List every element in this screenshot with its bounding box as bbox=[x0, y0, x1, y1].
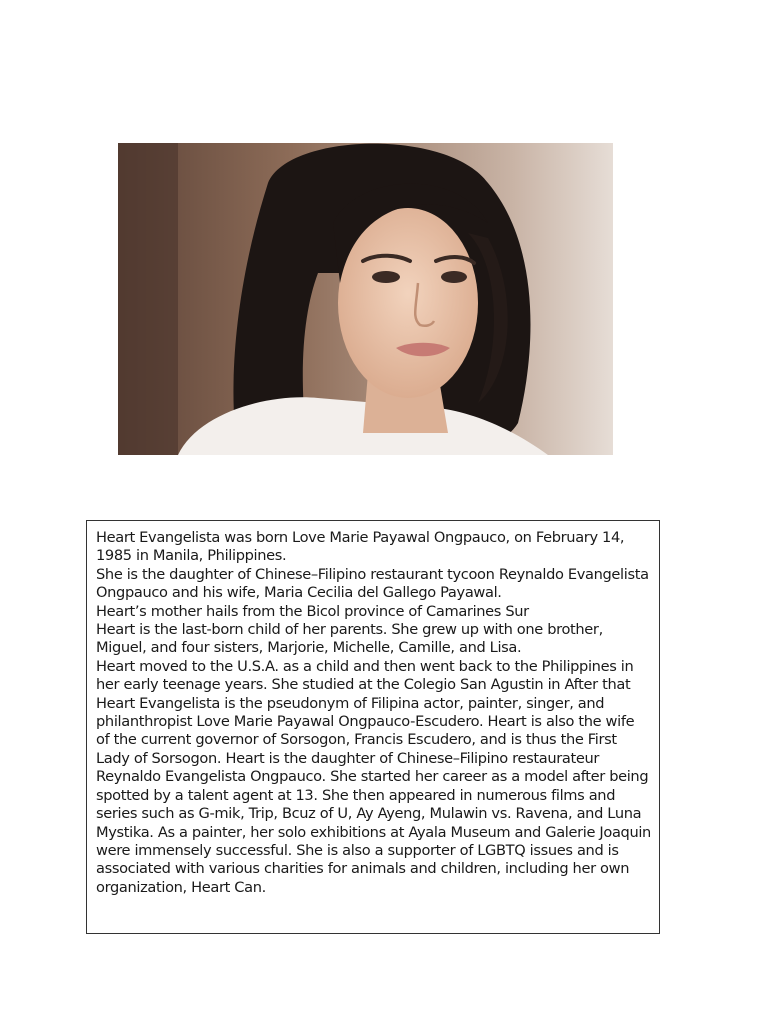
biography-paragraph: Heart’s mother hails from the Bicol province of Camarines Sur bbox=[96, 602, 529, 620]
biography-paragraph: Heart Evangelista is the pseudonym of Filipina actor, painter, singer, and philanthropist Love Marie Payawal Ongpauco-Escudero. Heart is also the wife of the current governor of Sorsogon, Francis Escudero, and is thus the First Lady of Sorsogon. Heart is the daughter of Chinese–Filipino restaurateur Reynaldo Evangelista Ongpauco. She started her career as a model after being spotted by a talent agent at 13. She then appeared in numerous films and series such as G-mik, Trip, Bcuz of U, Ay Ayeng, Mulawin vs. Ravena, and Luna Mystika. As a painter, her solo exhibitions at Ayala Museum and Galerie Joaquin were immensely successful. She is also a supporter of LGBTQ issues and is associated with various charities for animals and children, including her own organization, Heart Can. bbox=[96, 694, 651, 896]
biography-paragraph: Heart Evangelista was born Love Marie Payawal Ongpauco, on February 14, 1985 in Manila, Philippines. bbox=[96, 529, 625, 565]
biography-text-box bbox=[86, 520, 660, 934]
biography-paragraph: Heart moved to the U.S.A. as a child and then went back to the Philippines in her early teenage years. She studied at the Colegio San Agustin in After that bbox=[96, 657, 634, 694]
portrait-photo bbox=[118, 143, 613, 455]
biography-paragraph: Heart is the last-born child of her parents. She grew up with one brother, Miguel, and four sisters, Marjorie, Michelle, Camille, and Lisa. bbox=[96, 621, 603, 657]
biography-paragraph: She is the daughter of Chinese–Filipino restaurant tycoon Reynaldo Evangelista Ongpauco and his wife, Maria Cecilia del Gallego Payawal. bbox=[96, 565, 649, 602]
woman-portrait-icon bbox=[118, 143, 613, 455]
